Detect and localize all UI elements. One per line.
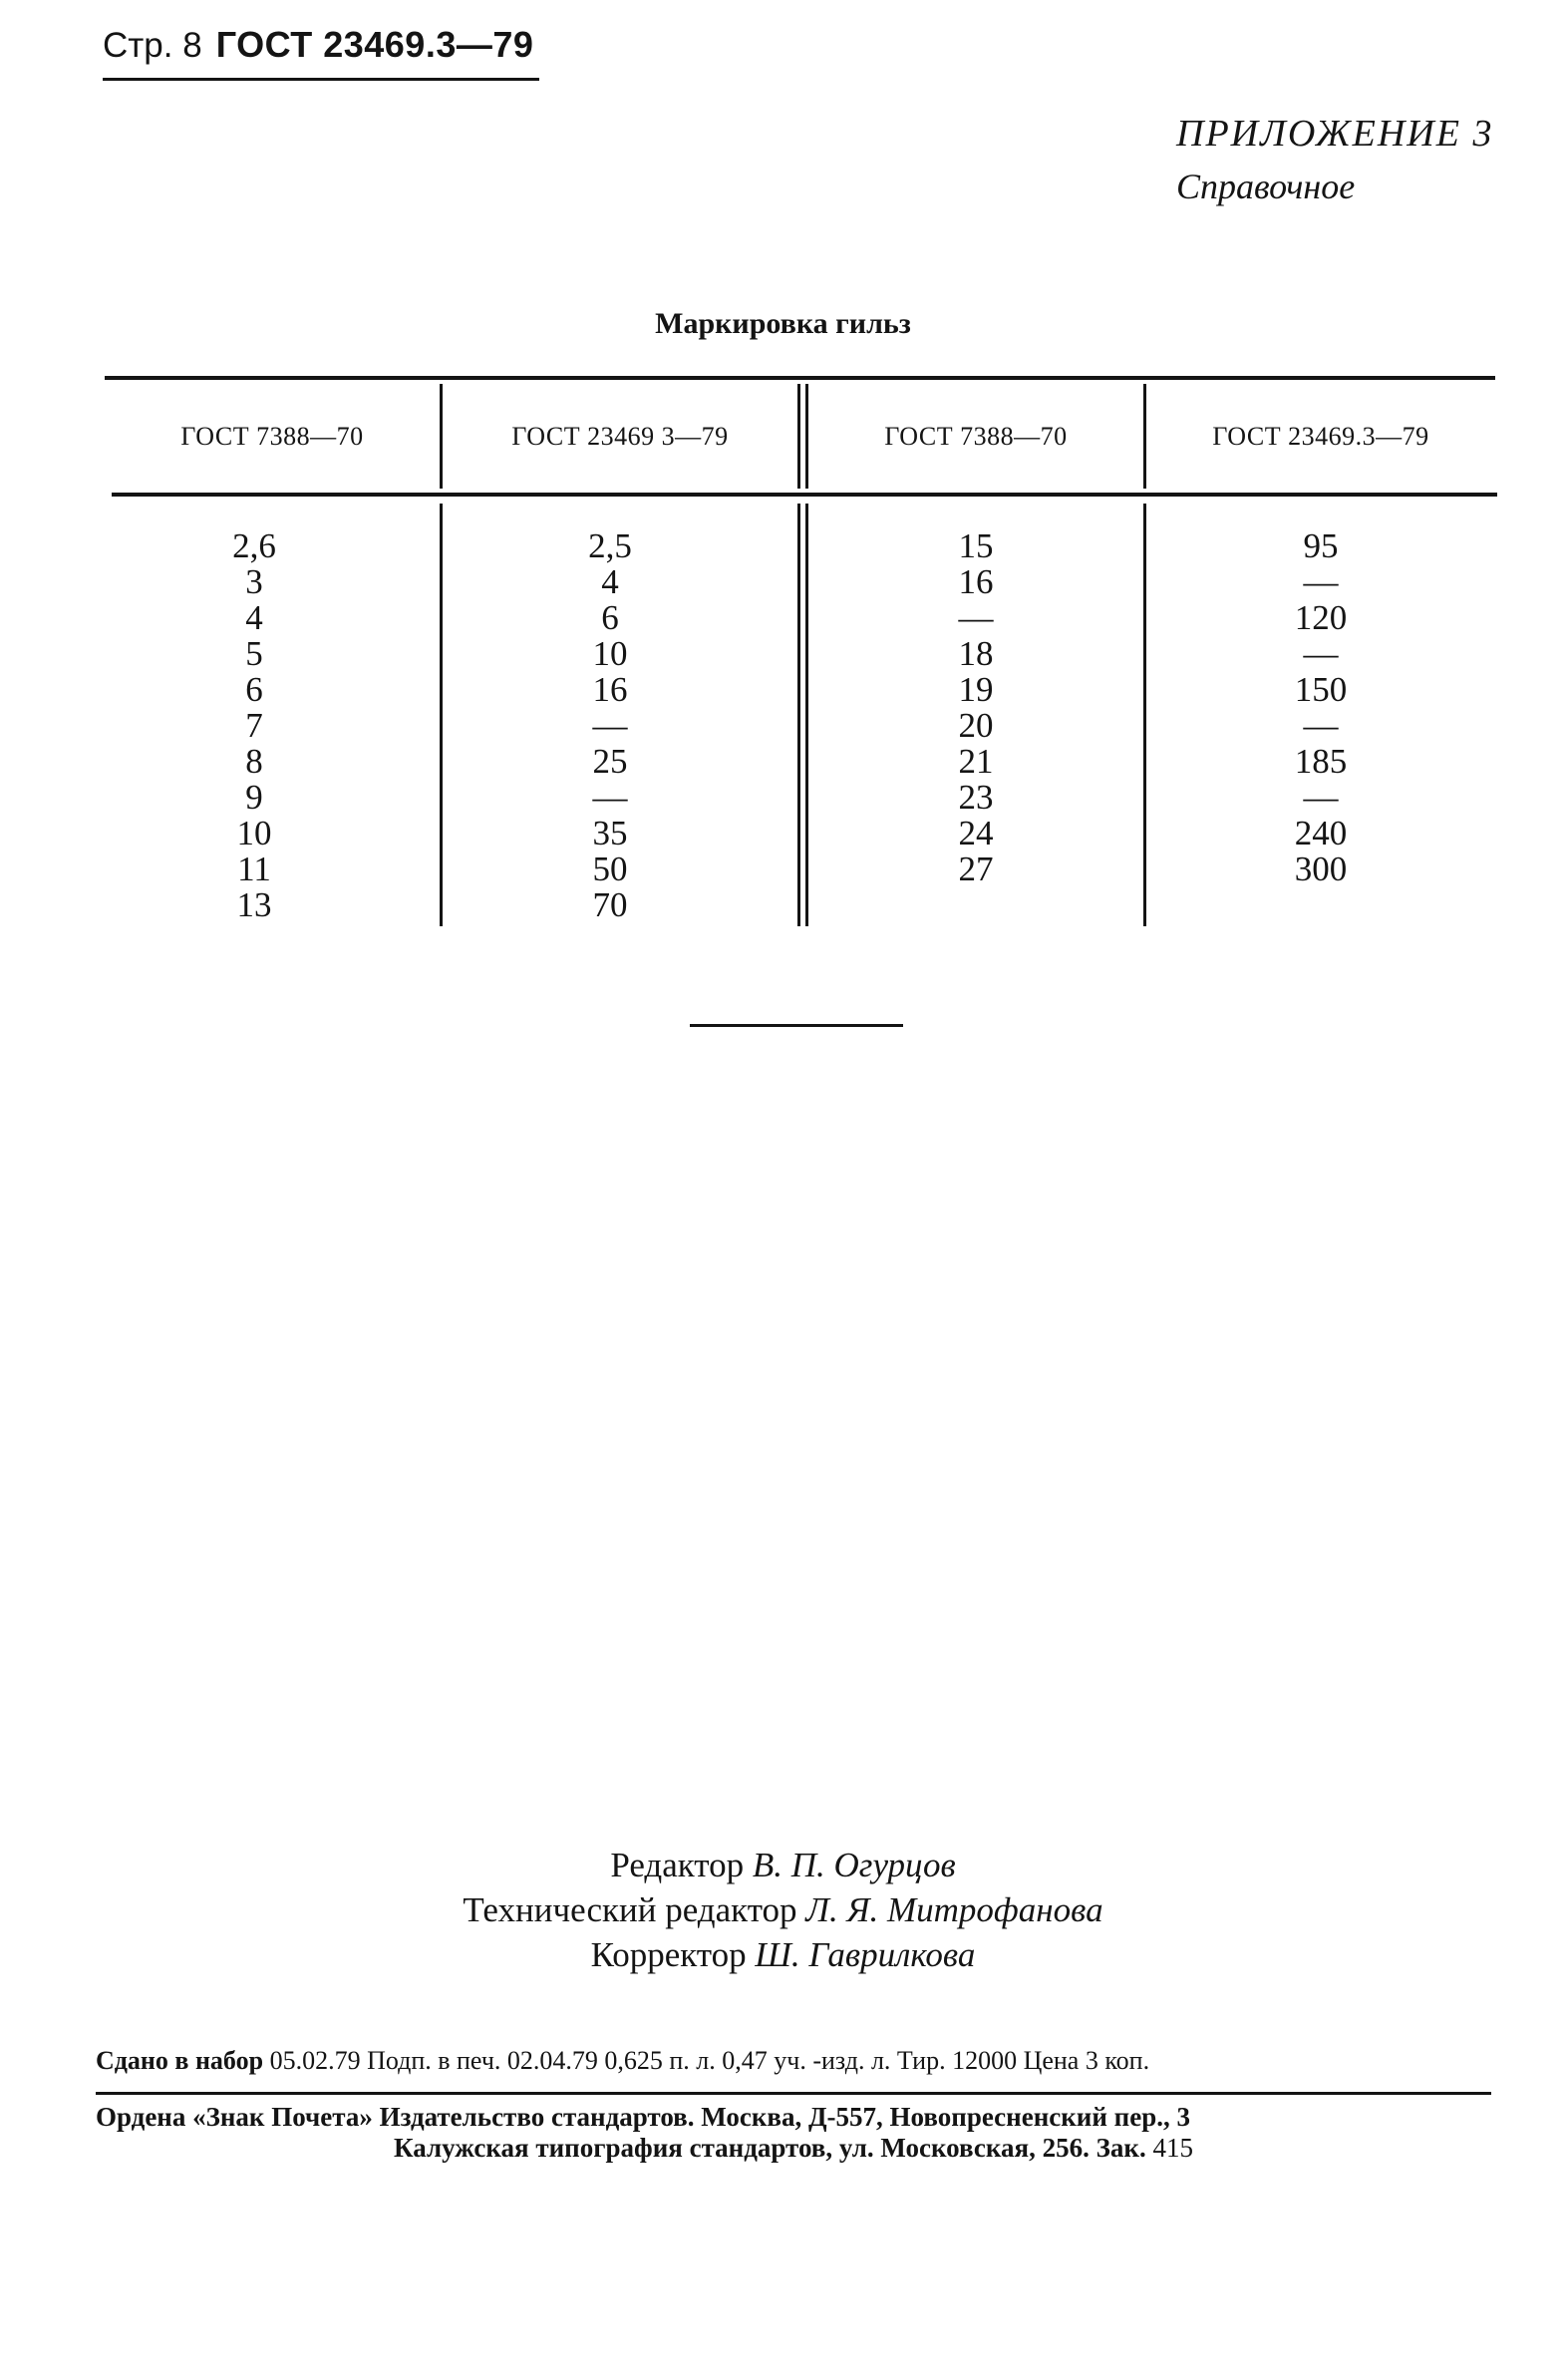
- imprint-print-details: 05.02.79 Подп. в печ. 02.04.79 0,625 п. л. 0,47 уч. -изд. л. Тир. 12000 Цена 3 коп.: [269, 2046, 1150, 2075]
- editor-label: Редактор: [610, 1846, 745, 1884]
- table-cell: 10: [236, 814, 272, 852]
- tech-editor-label: Технический редактор: [463, 1890, 797, 1929]
- table-cell: —: [1303, 562, 1339, 601]
- table-column-4: [1146, 528, 1495, 887]
- table-cell: 21: [958, 742, 994, 781]
- table-cell: 16: [592, 670, 628, 709]
- table-cell: 24: [958, 814, 994, 852]
- table-cell: 95: [1303, 526, 1339, 565]
- appendix-subtitle: Справочное: [1176, 167, 1356, 206]
- table-cell: 7: [245, 706, 263, 745]
- column-divider: [797, 504, 800, 926]
- table-cell: 23: [958, 778, 994, 817]
- table-top-rule: [105, 376, 1495, 380]
- imprint-rule: [96, 2092, 1491, 2095]
- table-cell: —: [1303, 706, 1339, 745]
- imprint-print-data: [96, 2046, 1491, 2076]
- table-cell: 15: [958, 526, 994, 565]
- table-cell: 4: [245, 598, 263, 637]
- table-header-rule: [112, 493, 1497, 497]
- end-rule: [690, 1024, 903, 1027]
- table-cell: 6: [601, 598, 619, 637]
- tech-editor-line: [0, 1887, 1566, 1932]
- table-cell: —: [1303, 778, 1339, 817]
- column-divider: [797, 384, 800, 489]
- column-divider: [805, 384, 808, 489]
- table-cell: 185: [1294, 742, 1348, 781]
- table-cell: 2,6: [232, 526, 276, 565]
- table-cell: 6: [245, 670, 263, 709]
- table-cell: 240: [1294, 814, 1348, 852]
- table-cell: 11: [237, 850, 271, 888]
- imprint-printer: [96, 2133, 1491, 2164]
- table-column-1: [105, 528, 404, 923]
- editor-line: [0, 1843, 1566, 1887]
- imprint-publisher: Ордена «Знак Почета» Издательство стандартов. Москва, Д-557, Новопресненский пер., 3: [96, 2102, 1190, 2132]
- credits: [0, 1843, 1566, 1977]
- column-header-2: ГОСТ 23469 3—79: [511, 422, 729, 451]
- table-cell: 35: [592, 814, 628, 852]
- column-header-3: ГОСТ 7388—70: [884, 422, 1068, 451]
- header-rule: [103, 78, 539, 81]
- table-cell: 8: [245, 742, 263, 781]
- table-cell: 19: [958, 670, 994, 709]
- standard-number: ГОСТ 23469.3—79: [215, 24, 534, 65]
- column-divider: [1143, 384, 1146, 489]
- table-cell: —: [592, 778, 628, 817]
- imprint-order-number: 415: [1152, 2133, 1193, 2163]
- table-cell: —: [958, 598, 994, 637]
- table-cell: 5: [245, 634, 263, 673]
- appendix-title: ПРИЛОЖЕНИЕ 3: [1176, 113, 1494, 155]
- table-column-2: [443, 528, 778, 923]
- table-cell: 20: [958, 706, 994, 745]
- table-cell: —: [592, 706, 628, 745]
- table-cell: 13: [236, 885, 272, 924]
- imprint-printer-text: Калужская типография стандартов, ул. Московская, 256. Зак.: [394, 2133, 1146, 2163]
- editor-name: В. П. Огурцов: [752, 1846, 956, 1884]
- table-cell: 2,5: [588, 526, 632, 565]
- table-column-3: [808, 528, 1143, 887]
- table-cell: 4: [601, 562, 619, 601]
- running-header: [103, 24, 541, 84]
- tech-editor-name: Л. Я. Митрофанова: [805, 1890, 1103, 1929]
- column-divider: [440, 384, 443, 489]
- page-number: Стр. 8: [103, 26, 202, 65]
- corrector-name: Ш. Гаврилкова: [755, 1935, 976, 1974]
- table-cell: 300: [1294, 850, 1348, 888]
- corrector-label: Корректор: [590, 1935, 747, 1974]
- table-title: Маркировка гильз: [655, 307, 911, 340]
- table-cell: 25: [592, 742, 628, 781]
- table-cell: 10: [592, 634, 628, 673]
- table-cell: 50: [592, 850, 628, 888]
- column-header-1: ГОСТ 7388—70: [180, 422, 364, 451]
- table-cell: 120: [1294, 598, 1348, 637]
- table-cell: 16: [958, 562, 994, 601]
- column-header-4: ГОСТ 23469.3—79: [1212, 422, 1429, 451]
- imprint-sdano: Сдано в набор: [96, 2046, 264, 2075]
- corrector-line: [0, 1932, 1566, 1977]
- table-cell: 18: [958, 634, 994, 673]
- table-cell: 150: [1294, 670, 1348, 709]
- table-cell: —: [1303, 634, 1339, 673]
- table-cell: 9: [245, 778, 263, 817]
- table-cell: 70: [592, 885, 628, 924]
- table-cell: 3: [245, 562, 263, 601]
- table-cell: 27: [958, 850, 994, 888]
